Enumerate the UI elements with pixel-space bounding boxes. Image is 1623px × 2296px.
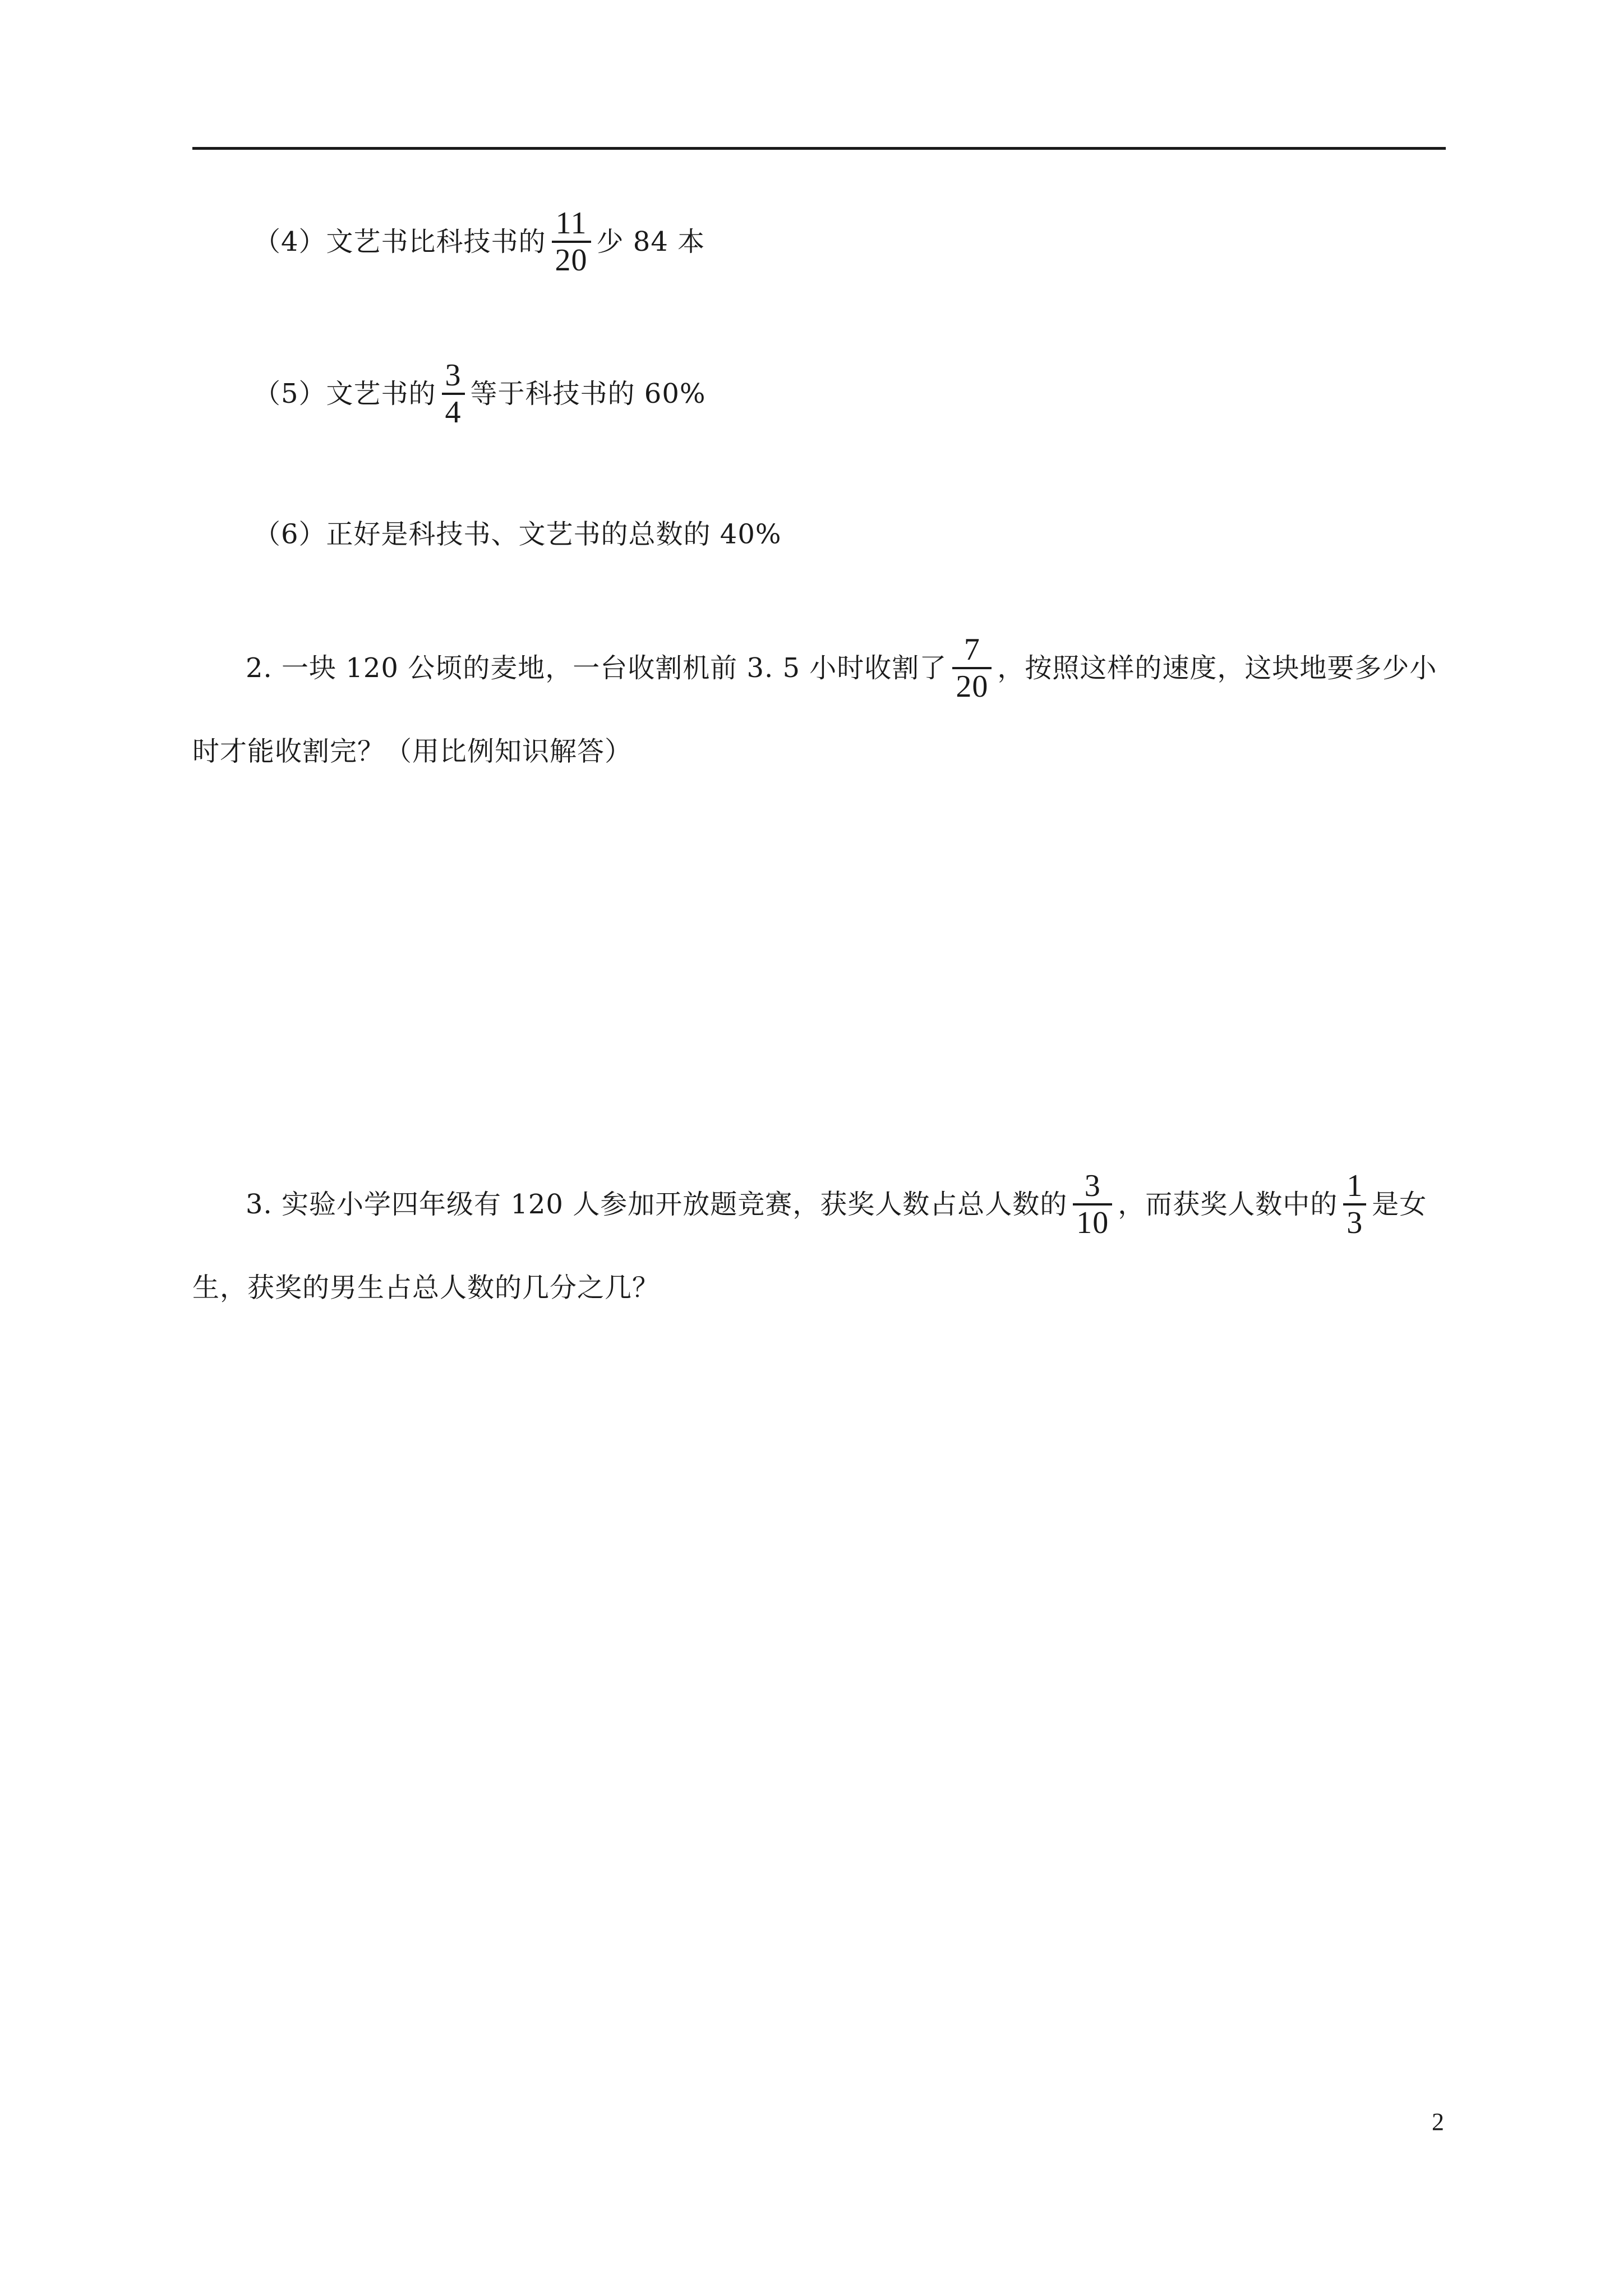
problem-2-fraction	[952, 632, 992, 704]
fraction-numerator: 3	[445, 358, 462, 393]
problem-2-line-2	[192, 733, 632, 769]
fraction-denominator: 3	[1347, 1205, 1363, 1240]
item-5	[253, 358, 706, 430]
problem-3-fraction-2	[1343, 1168, 1366, 1240]
fraction-numerator: 11	[555, 206, 587, 241]
fraction-denominator: 20	[956, 669, 989, 704]
fraction-numerator: 3	[1084, 1168, 1101, 1203]
header-rule	[192, 147, 1446, 150]
item-5-suffix: 等于科技书的 60%	[470, 378, 706, 409]
item-4-suffix: 少 84 本	[596, 226, 706, 257]
problem-2-continuation: 时才能收割完？（用比例知识解答）	[192, 735, 633, 767]
problem-3-suffix: 是女	[1372, 1189, 1427, 1220]
problem-3-mid: ，而获奖人数中的	[1118, 1189, 1338, 1220]
problem-3-continuation: 生，获奖的男生占总人数的几分之几？	[192, 1272, 660, 1304]
item-4-fraction	[552, 206, 591, 278]
item-6	[253, 516, 782, 551]
problem-2-line-1	[246, 632, 1437, 704]
fraction-numerator: 7	[963, 632, 980, 667]
item-4	[253, 206, 705, 278]
item-5-prefix: （5）文艺书的	[253, 378, 436, 409]
problem-3-prefix: 3. 实验小学四年级有 120 人参加开放题竞赛，获奖人数占总人数的	[246, 1189, 1068, 1220]
page-number: 2	[1432, 2108, 1444, 2136]
problem-2-suffix: ，按照这样的速度，这块地要多少小	[997, 652, 1437, 684]
item-5-fraction	[442, 358, 465, 430]
fraction-numerator: 1	[1347, 1168, 1363, 1203]
problem-3-fraction-1	[1073, 1168, 1112, 1240]
fraction-denominator: 20	[555, 243, 588, 278]
problem-2-prefix: 2. 一块 120 公顷的麦地，一台收割机前 3. 5 小时收割了	[246, 652, 947, 684]
fraction-denominator: 4	[445, 395, 462, 430]
item-6-text: （6）正好是科技书、文艺书的总数的 40%	[253, 518, 782, 550]
problem-3-line-1	[246, 1168, 1427, 1240]
fraction-denominator: 10	[1076, 1205, 1109, 1240]
item-4-prefix: （4）文艺书比科技书的	[253, 226, 546, 257]
problem-3-line-2	[192, 1269, 660, 1305]
